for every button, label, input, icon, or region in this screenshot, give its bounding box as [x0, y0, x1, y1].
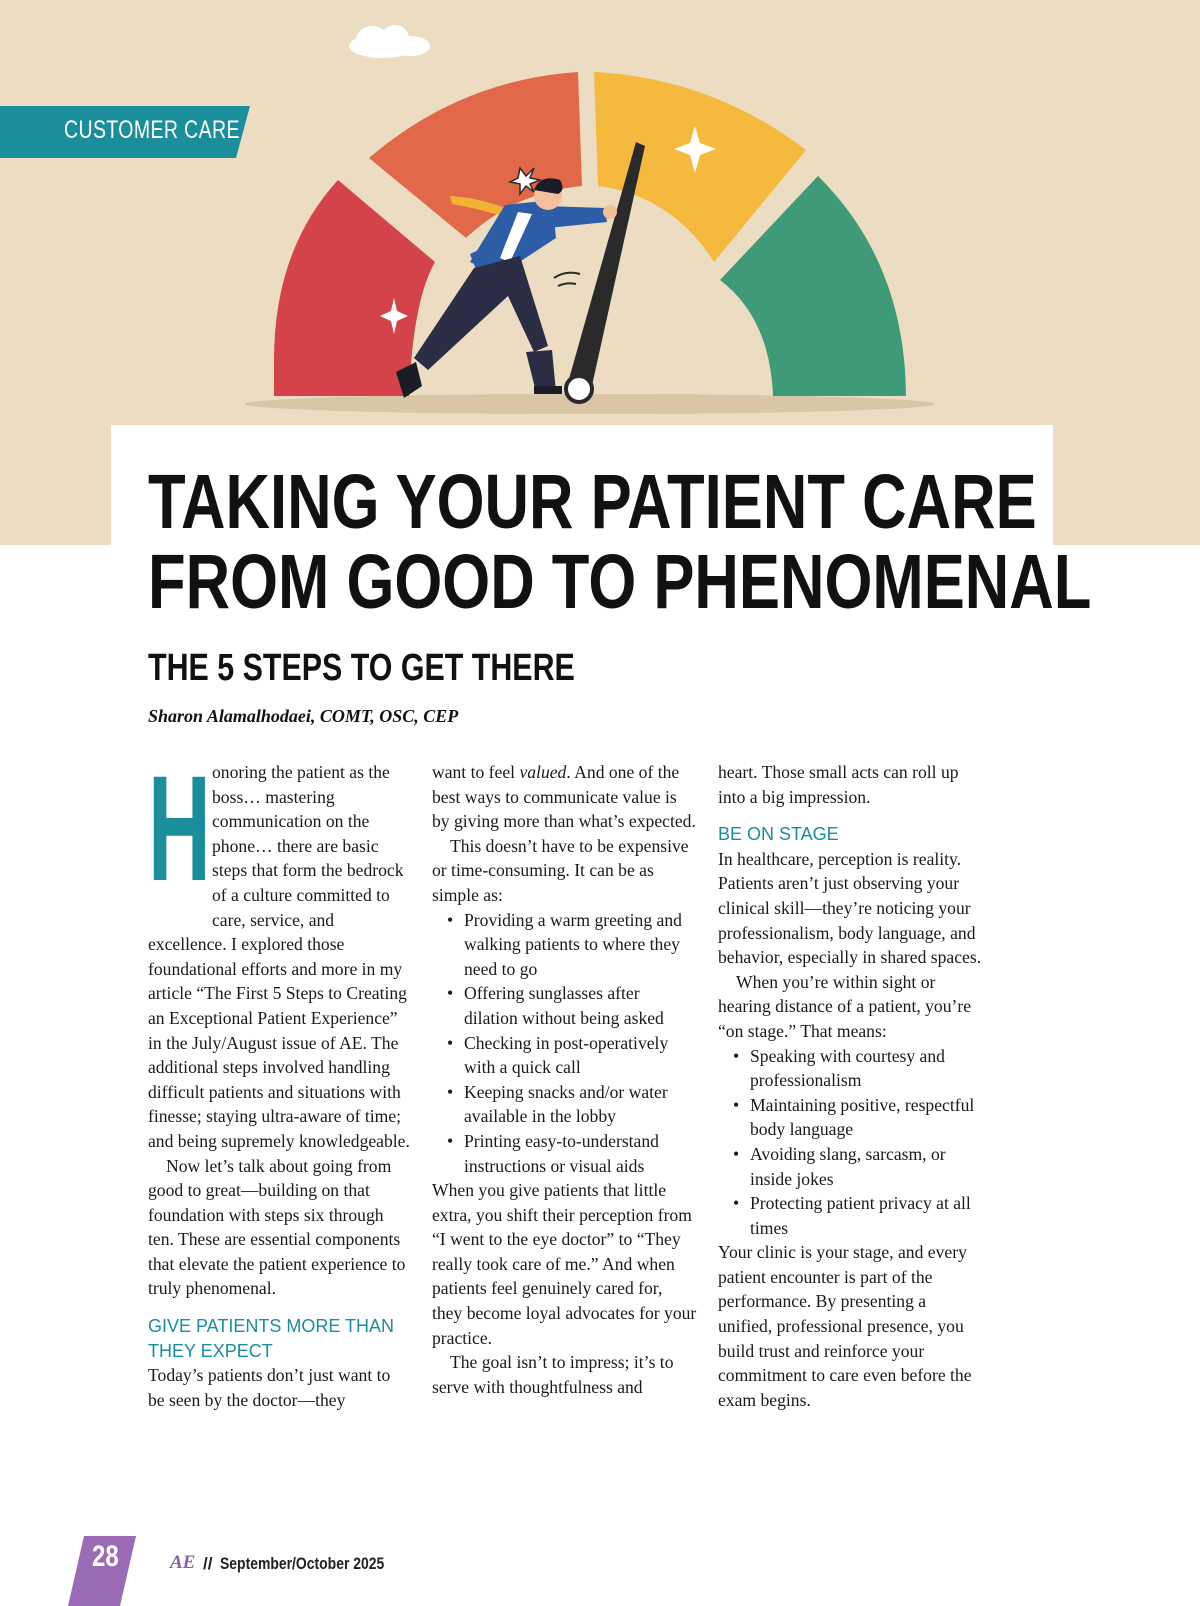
article-column-3	[718, 760, 982, 1412]
list-item: • Printing easy-to-understand instructions or visual aids	[464, 1129, 697, 1178]
footer-separator: //	[203, 1554, 213, 1573]
body-paragraph: Now let’s talk about going from good to great—building on that foundation with steps six through ten. These are essential components that elevate the patient experience to truly phenomenal.	[148, 1155, 406, 1299]
drop-cap: H	[148, 744, 211, 912]
list-item: • Providing a warm greeting and walking patients to where they need to go	[464, 908, 697, 982]
section-banner	[0, 106, 250, 158]
body-paragraph: When you give patients that little extra, you shift their perception from “I went to the eye doctor” to “They really took care of me.” And when patients feel genuinely cared for, they become loyal advocates for your practice.	[432, 1180, 697, 1348]
section-heading: BE ON STAGE	[718, 824, 839, 845]
body-paragraph: Today’s patients don’t just want to be seen by the doctor—they	[148, 1365, 391, 1410]
list-item: • Keeping snacks and/or water available in the lobby	[464, 1080, 697, 1129]
bullet-list	[432, 908, 697, 1179]
body-paragraph: heart. Those small acts can roll up into a big impression.	[718, 762, 959, 807]
list-item: • Maintaining positive, respectful body language	[750, 1093, 982, 1142]
page-title-line-1: TAKING YOUR PATIENT CARE	[148, 459, 1037, 545]
issue-date: September/October 2025	[220, 1554, 385, 1573]
body-paragraph: When you’re within sight or hearing distance of a patient, you’re “on stage.” That means:	[718, 971, 972, 1041]
emphasis-text: valued	[519, 762, 567, 782]
body-paragraph: The goal isn’t to impress; it’s to serve with thoughtfulness and	[432, 1352, 674, 1397]
gauge-segment-red	[274, 180, 435, 396]
page-subtitle: THE 5 STEPS TO GET THERE	[148, 647, 575, 689]
body-paragraph: Your clinic is your stage, and every patient encounter is part of the performance. By presenting a unified, professional presence, you build trust and reinforce your commitment to care even before the exam begins.	[718, 1242, 972, 1410]
article-column-1	[148, 744, 410, 1412]
body-paragraph: onoring the patient as the boss… mastering communication on the phone… there are basic steps that form the bedrock of a culture committed to care, service, and excellence. I explored those foundational efforts and more in my article “The First 5 Steps to Creating an Exceptional Patient Experience” in the July/August issue of AE. The additional steps involved handling difficult patients and situations with finesse; staying ultra-aware of time; and being supremely knowledgeable.	[148, 762, 410, 1151]
article-column-2	[432, 760, 697, 1399]
list-item: • Speaking with courtesy and professionalism	[750, 1044, 982, 1093]
page-number-tab	[68, 1536, 140, 1606]
list-item: • Avoiding slang, sarcasm, or inside jokes	[750, 1142, 982, 1191]
list-item: • Offering sunglasses after dilation without being asked	[464, 981, 697, 1030]
section-heading: GIVE PATIENTS MORE THAN THEY EXPECT	[148, 1316, 395, 1361]
list-item: • Checking in post-operatively with a quick call	[464, 1031, 697, 1080]
needle-pivot	[566, 376, 592, 402]
body-paragraph: want to feel valued. And one of the best ways to communicate value is by giving more than what’s expected.	[432, 762, 696, 832]
page-number: 28	[92, 1540, 119, 1573]
publication-logo: AE	[170, 1552, 196, 1573]
list-item: • Protecting patient privacy at all times	[750, 1191, 982, 1240]
page-title	[148, 459, 1092, 625]
bullet-list	[718, 1044, 982, 1241]
author-byline: Sharon Alamalhodaei, COMT, OSC, CEP	[148, 706, 459, 726]
section-banner-label: CUSTOMER CARE	[64, 116, 240, 144]
cloud-icon	[349, 25, 430, 58]
body-paragraph: In healthcare, perception is reality. Patients aren’t just observing your clinical skill—they’re noticing your professionalism, body language, and behavior, especially in shared spaces.	[718, 848, 982, 968]
body-paragraph: This doesn’t have to be expensive or time-consuming. It can be as simple as:	[432, 835, 689, 905]
page-title-line-2: FROM GOOD TO PHENOMENAL	[148, 539, 1092, 625]
